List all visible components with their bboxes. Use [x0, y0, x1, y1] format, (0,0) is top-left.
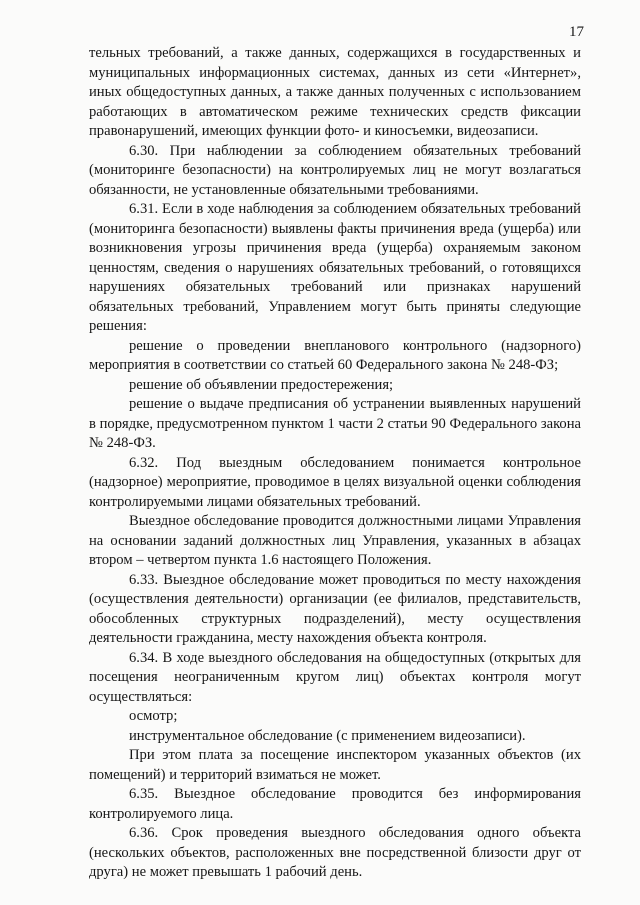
document-body — [89, 44, 581, 883]
decision-warning: решение об объявлении предостережения; — [129, 376, 394, 393]
decision-order: решение о выдаче предписания об устранении выявленных нарушений в порядке, предусмотренном пунктом 1 части 2 статьи 90 Федерального закона № 248-ФЗ. — [89, 396, 581, 451]
list-item-inspection: осмотр; — [129, 708, 178, 724]
paragraph-6-31: 6.31. Если в ходе наблюдения за соблюдением обязательных требований (мониторинга безопасности) выявлены факты причинения вреда (ущерба) или возникновения угрозы причинения вреда (ущерба) охраняемым законом ценностям, сведения о нарушениях обязательных требований, о готовящихся нарушениях обязательных требований или признаках нарушений обязательных требований, Управлением могут быть приняты следующие решения: — [89, 201, 581, 334]
paragraph-6-34: 6.34. В ходе выездного обследования на общедоступных (открытых для посещения неограниченным кругом лиц) объектах контроля могут осуществляться: — [89, 649, 581, 705]
paragraph-continuation: тельных требований, а также данных, содержащихся в государственных и муниципальных информационных системах, данных из сети «Интернет», иных общедоступных данных, а также данных полученных с использованием работающих в автоматическом режиме технических средств фиксации правонарушений, имеющих функции фото- и киносъемки, видеозаписи. — [89, 45, 581, 139]
decision-unscheduled-inspection: решение о проведении внепланового контрольного (надзорного) мероприятия в соответствии со статьей 60 Федерального закона № 248-ФЗ; — [89, 337, 581, 373]
paragraph-6-32-officials: Выездное обследование проводится должностными лицами Управления на основании заданий должностных лиц Управления, указанных в абзацах втором – четвертом пункта 1.6 настоящего Положения. — [89, 513, 581, 568]
page-number: 17 — [569, 24, 584, 40]
paragraph-6-32: 6.32. Под выездным обследованием понимается контрольное (надзорное) мероприятие, проводимое в целях визуальной оценки соблюдения контролируемыми лицами обязательных требований. — [89, 454, 581, 510]
paragraph-6-30: 6.30. При наблюдении за соблюдением обязательных требований (мониторинге безопасности) на контролируемых лиц не могут возлагаться обязанности, не установленные обязательными требованиями. — [89, 142, 581, 198]
paragraph-6-33: 6.33. Выездное обследование может проводиться по месту нахождения (осуществления деятельности) организации (ее филиалов, представительств, обособленных структурных подразделений), месту осуществления деятельности гражданина, месту нахождения объекта контроля. — [89, 571, 581, 646]
paragraph-6-35: 6.35. Выездное обследование проводится без информирования контролируемого лица. — [89, 786, 581, 822]
list-item-instrumental: инструментальное обследование (с применением видеозаписи). — [129, 727, 526, 744]
paragraph-fee: При этом плата за посещение инспектором указанных объектов (их помещений) и территорий взиматься не может. — [89, 747, 581, 783]
paragraph-6-36: 6.36. Срок проведения выездного обследования одного объекта (нескольких объектов, расположенных вне посредственной близости друг от друга) не может превышать 1 рабочий день. — [89, 825, 581, 880]
